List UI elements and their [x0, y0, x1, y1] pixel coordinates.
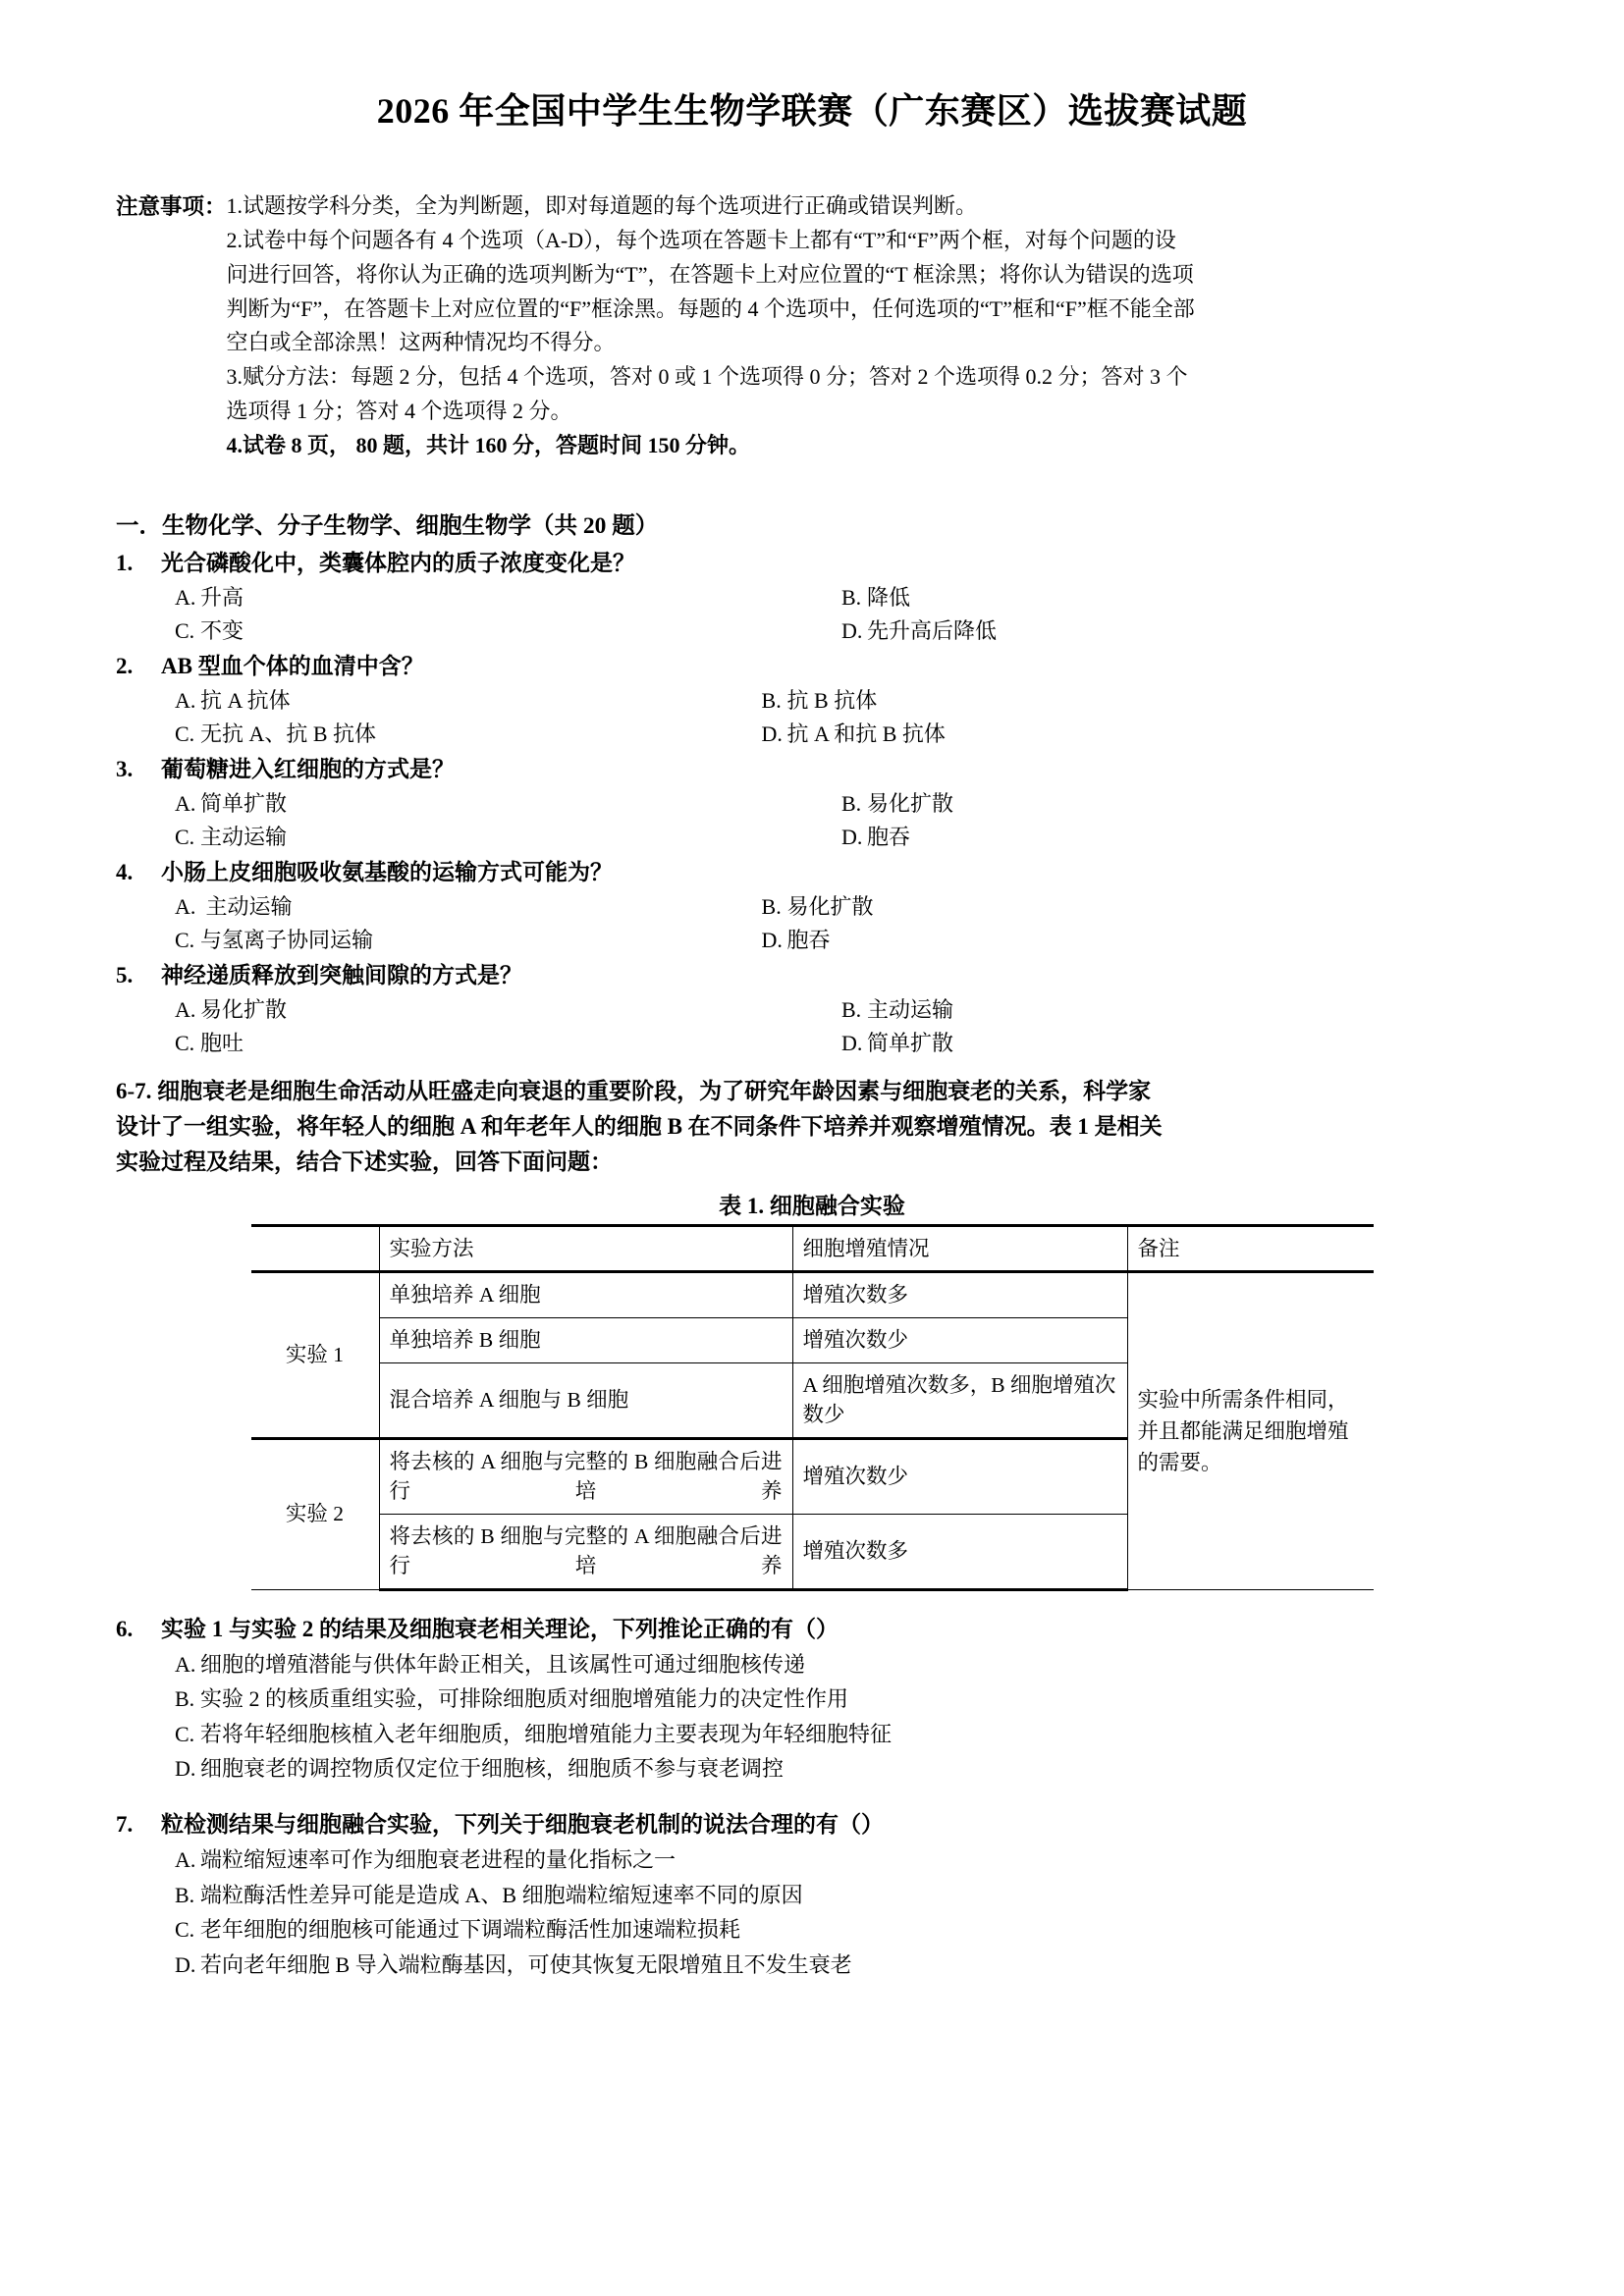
- option-row: [175, 684, 1508, 718]
- option-text: 抗 B 抗体: [786, 687, 878, 713]
- question-1-option-c[interactable]: [175, 614, 841, 648]
- option-text: 抗 A 抗体: [200, 687, 291, 713]
- option-text: 先升高后降低: [867, 617, 998, 643]
- notice-item-2-line-3: 判断为“F”，在答题卡上对应位置的“F”框涂黑。每题的 4 个选项中，任何选项的“T”框和“F”框不能全部: [226, 295, 1195, 321]
- option-letter: A.: [175, 1847, 196, 1873]
- question-6-option-a[interactable]: [175, 1647, 1508, 1682]
- notice-item-2-line-2: 问进行回答，将你认为正确的选项判断为“T”，在答题卡上对应位置的“T 框涂黑；将你认为错误的选项: [226, 261, 1194, 287]
- table-cell-method: 将去核的 B 细胞与完整的 A 细胞融合后进行培养: [379, 1514, 792, 1589]
- option-letter: A.: [175, 584, 196, 610]
- option-text: 细胞衰老的调控物质仅定位于细胞核，细胞质不参与衰老调控: [200, 1756, 785, 1782]
- question-7-option-d[interactable]: [175, 1948, 1508, 1983]
- option-letter: C.: [175, 1721, 195, 1746]
- notice-item-4: 4.试卷 8 页， 80 题，共计 160 分，答题时间 150 分钟。: [226, 432, 751, 457]
- option-letter: B.: [841, 790, 862, 816]
- table-cell-method: 单独培养 B 细胞: [379, 1318, 792, 1363]
- question-1-options: [175, 581, 1508, 648]
- option-letter: C.: [175, 1917, 195, 1943]
- table-cell-result: 增殖次数多: [792, 1272, 1127, 1318]
- table-caption: 表 1. 细胞融合实验: [719, 1193, 905, 1218]
- question-3: [116, 753, 1508, 854]
- option-letter: C.: [175, 824, 195, 849]
- table-group-label-2: 实验 2: [251, 1438, 380, 1589]
- question-1-stem: 光合磷酸化中，类囊体腔内的质子浓度变化是？: [161, 550, 635, 575]
- question-1-number: 1.: [116, 550, 134, 575]
- question-2-option-d[interactable]: [762, 718, 1508, 751]
- question-6-option-b[interactable]: [175, 1682, 1508, 1717]
- question-6-head: [116, 1613, 1508, 1647]
- option-text: 易化扩散: [786, 894, 874, 920]
- notice-item-1: 1.试题按学科分类，全为判断题，即对每道题的每个选项进行正确或错误判断。: [226, 193, 978, 219]
- question-4-option-a[interactable]: [175, 890, 762, 924]
- question-5-stem: 神经递质释放到突触间隙的方式是？: [161, 963, 522, 988]
- option-row: [175, 787, 1508, 821]
- question-5-head: [116, 959, 1508, 993]
- question-5-option-c[interactable]: [175, 1027, 841, 1060]
- option-row: [175, 993, 1508, 1027]
- option-letter: D.: [175, 1951, 196, 1977]
- option-row: [175, 718, 1508, 751]
- option-letter: D.: [761, 721, 783, 746]
- question-7-number: 7.: [116, 1812, 134, 1838]
- option-row: [175, 614, 1508, 648]
- option-row: [175, 890, 1508, 924]
- question-3-option-c[interactable]: [175, 821, 841, 854]
- question-2-option-c[interactable]: [175, 718, 762, 751]
- option-letter: D.: [841, 617, 863, 643]
- option-letter: B.: [175, 1882, 195, 1907]
- notice-item-2-line-4: 空白或全部涂黑！这两种情况均不得分。: [226, 330, 616, 355]
- option-text: 抗 A 和抗 B 抗体: [786, 721, 946, 746]
- option-text: 实验 2 的核质重组实验，可排除细胞质对细胞增殖能力的决定性作用: [200, 1686, 849, 1712]
- question-6-option-d[interactable]: [175, 1751, 1508, 1787]
- option-letter: B.: [761, 687, 782, 713]
- option-text: 降低: [867, 584, 911, 610]
- question-4-stem: 小肠上皮细胞吸收氨基酸的运输方式可能为？: [161, 860, 613, 885]
- question-5-option-b[interactable]: [841, 993, 1508, 1027]
- option-text: 胞吞: [786, 928, 831, 953]
- table-container: [116, 1224, 1508, 1591]
- option-text: 不变: [200, 617, 244, 643]
- question-6: [116, 1613, 1508, 1787]
- question-7: [116, 1808, 1508, 1982]
- question-1-option-b[interactable]: [841, 581, 1508, 614]
- table-cell-note: 实验中所需条件相同，并且都能满足细胞增殖的需要。: [1127, 1272, 1374, 1589]
- cell-fusion-experiment-table: [251, 1224, 1374, 1591]
- question-6-option-c[interactable]: [175, 1717, 1508, 1752]
- table-cell-result: 增殖次数少: [792, 1318, 1127, 1363]
- option-letter: A.: [175, 687, 196, 713]
- question-2-stem: AB 型血个体的血清中含？: [161, 653, 424, 678]
- question-5-number: 5.: [116, 963, 134, 988]
- table-cell-result: 增殖次数多: [792, 1514, 1127, 1589]
- notice-item-2-line-1: 2.试卷中每个问题各有 4 个选项（A-D），每个选项在答题卡上都有“T”和“F”两个框，对每个问题的设: [226, 228, 1176, 253]
- question-6-number: 6.: [116, 1616, 134, 1641]
- option-text: 易化扩散: [867, 790, 954, 816]
- option-row: [175, 581, 1508, 614]
- option-row: [175, 924, 1508, 957]
- notice-row: [116, 189, 1508, 462]
- question-2-options: [175, 684, 1508, 751]
- table-cell-method: 混合培养 A 细胞与 B 细胞: [379, 1362, 792, 1438]
- table-header-note: 备注: [1127, 1225, 1374, 1272]
- option-letter: D.: [841, 824, 863, 849]
- option-letter: D.: [175, 1756, 196, 1782]
- question-3-option-b[interactable]: [841, 787, 1508, 821]
- option-text: 若向老年细胞 B 导入端粒酶基因，可使其恢复无限增殖且不发生衰老: [200, 1951, 852, 1977]
- table-header-method: 实验方法: [379, 1225, 792, 1272]
- option-letter: A.: [175, 894, 196, 920]
- question-7-options: [175, 1842, 1508, 1983]
- question-6-options: [175, 1647, 1508, 1788]
- question-4-number: 4.: [116, 860, 134, 885]
- option-letter: B.: [841, 997, 862, 1023]
- option-letter: C.: [175, 721, 195, 746]
- table-group-label-1: 实验 1: [251, 1272, 380, 1438]
- question-1-option-a[interactable]: [175, 581, 841, 614]
- option-text: 胞吞: [867, 824, 911, 849]
- question-3-stem: 葡萄糖进入红细胞的方式是？: [161, 756, 455, 781]
- question-1: [116, 547, 1508, 648]
- notice-items: [227, 189, 1508, 462]
- question-5-option-a[interactable]: [175, 993, 841, 1027]
- question-2-option-b[interactable]: [762, 684, 1508, 718]
- option-text: 若将年轻细胞核植入老年细胞质，细胞增殖能力主要表现为年轻细胞特征: [200, 1721, 893, 1746]
- option-row: [175, 821, 1508, 854]
- question-4-option-d[interactable]: [762, 924, 1508, 957]
- question-7-stem: 粒检测结果与细胞融合实验，下列关于细胞衰老机制的说法合理的有（）: [161, 1812, 884, 1838]
- passage-line-2: 设计了一组实验，将年轻人的细胞 A 和年老年人的细胞 B 在不同条件下培养并观察增殖情况。表 1 是相关: [116, 1114, 1163, 1140]
- question-6-stem: 实验 1 与实验 2 的结果及细胞衰老相关理论，下列推论正确的有（）: [161, 1616, 839, 1641]
- question-7-head: [116, 1808, 1508, 1842]
- question-3-options: [175, 787, 1508, 854]
- table-header-corner: [251, 1225, 380, 1272]
- question-4-head: [116, 856, 1508, 890]
- table-header-row: [251, 1225, 1374, 1272]
- question-2-head: [116, 650, 1508, 684]
- question-4-option-b[interactable]: [762, 890, 1508, 924]
- option-letter: B.: [175, 1686, 195, 1712]
- question-1-option-d[interactable]: [841, 614, 1508, 648]
- question-3-option-d[interactable]: [841, 821, 1508, 854]
- option-text: 主动运输: [205, 894, 293, 920]
- option-letter: B.: [841, 584, 862, 610]
- table-header-result: 细胞增殖情况: [792, 1225, 1127, 1272]
- table-cell-result: 增殖次数少: [792, 1438, 1127, 1514]
- question-4-options: [175, 890, 1508, 957]
- option-text: 与氢离子协同运输: [200, 928, 374, 953]
- section-heading: 一．生物化学、分子生物学、细胞生物学（共 20 题）: [116, 513, 659, 540]
- table-cell-method: 单独培养 A 细胞: [379, 1272, 792, 1318]
- passage-line-1: 6-7. 细胞衰老是细胞生命活动从旺盛走向衰退的重要阶段，为了研究年龄因素与细胞衰老的关系，科学家: [116, 1079, 1152, 1104]
- option-text: 无抗 A、抗 B 抗体: [200, 721, 377, 746]
- option-letter: C.: [175, 928, 195, 953]
- option-letter: C.: [175, 617, 195, 643]
- option-text: 端粒缩短速率可作为细胞衰老进程的量化指标之一: [200, 1847, 677, 1873]
- notice-block: [116, 189, 1508, 462]
- passage-6-7: [116, 1074, 1508, 1180]
- question-5-option-d[interactable]: [841, 1027, 1508, 1060]
- question-4-option-c[interactable]: [175, 924, 762, 957]
- question-5: [116, 959, 1508, 1060]
- notice-label: 注意事项：: [116, 194, 227, 220]
- option-text: 主动运输: [200, 824, 288, 849]
- question-7-option-a[interactable]: [175, 1842, 1508, 1878]
- option-letter: D.: [841, 1031, 863, 1056]
- option-row: [175, 1027, 1508, 1060]
- page-title: 2026 年全国中学生生物学联赛（广东赛区）选拔赛试题: [376, 91, 1248, 131]
- option-text: 简单扩散: [200, 790, 288, 816]
- question-5-options: [175, 993, 1508, 1060]
- notice-item-3-line-2: 选项得 1 分；答对 4 个选项得 2 分。: [226, 398, 572, 423]
- option-text: 胞吐: [200, 1031, 244, 1056]
- option-letter: A.: [175, 790, 196, 816]
- option-letter: A.: [175, 1651, 196, 1677]
- option-text: 细胞的增殖潜能与供体年龄正相关，且该属性可通过细胞核传递: [200, 1651, 806, 1677]
- option-letter: D.: [761, 928, 783, 953]
- question-1-head: [116, 547, 1508, 581]
- table-cell-result: A 细胞增殖次数多，B 细胞增殖次数少: [792, 1362, 1127, 1438]
- notice-item-3-line-1: 3.赋分方法：每题 2 分，包括 4 个选项，答对 0 或 1 个选项得 0 分；答对 2 个选项得 0.2 分；答对 3 个: [226, 364, 1188, 390]
- question-2-option-a[interactable]: [175, 684, 762, 718]
- option-letter: A.: [175, 997, 196, 1023]
- option-text: 主动运输: [867, 997, 954, 1023]
- question-3-number: 3.: [116, 756, 134, 781]
- table-cell-method: 将去核的 A 细胞与完整的 B 细胞融合后进行培养: [379, 1438, 792, 1514]
- question-3-head: [116, 753, 1508, 787]
- option-text: 简单扩散: [867, 1031, 954, 1056]
- question-7-option-b[interactable]: [175, 1878, 1508, 1913]
- question-4: [116, 856, 1508, 957]
- option-letter: C.: [175, 1031, 195, 1056]
- table-row: [251, 1272, 1374, 1318]
- option-text: 升高: [200, 584, 244, 610]
- option-text: 老年细胞的细胞核可能通过下调端粒酶活性加速端粒损耗: [200, 1917, 741, 1943]
- option-text: 易化扩散: [200, 997, 288, 1023]
- question-3-option-a[interactable]: [175, 787, 841, 821]
- passage-line-3: 实验过程及结果，结合下述实验，回答下面问题：: [116, 1149, 613, 1175]
- question-2: [116, 650, 1508, 751]
- option-text: 端粒酶活性差异可能是造成 A、B 细胞端粒缩短速率不同的原因: [200, 1882, 803, 1907]
- question-7-option-c[interactable]: [175, 1912, 1508, 1948]
- option-letter: B.: [761, 894, 782, 920]
- question-2-number: 2.: [116, 653, 134, 678]
